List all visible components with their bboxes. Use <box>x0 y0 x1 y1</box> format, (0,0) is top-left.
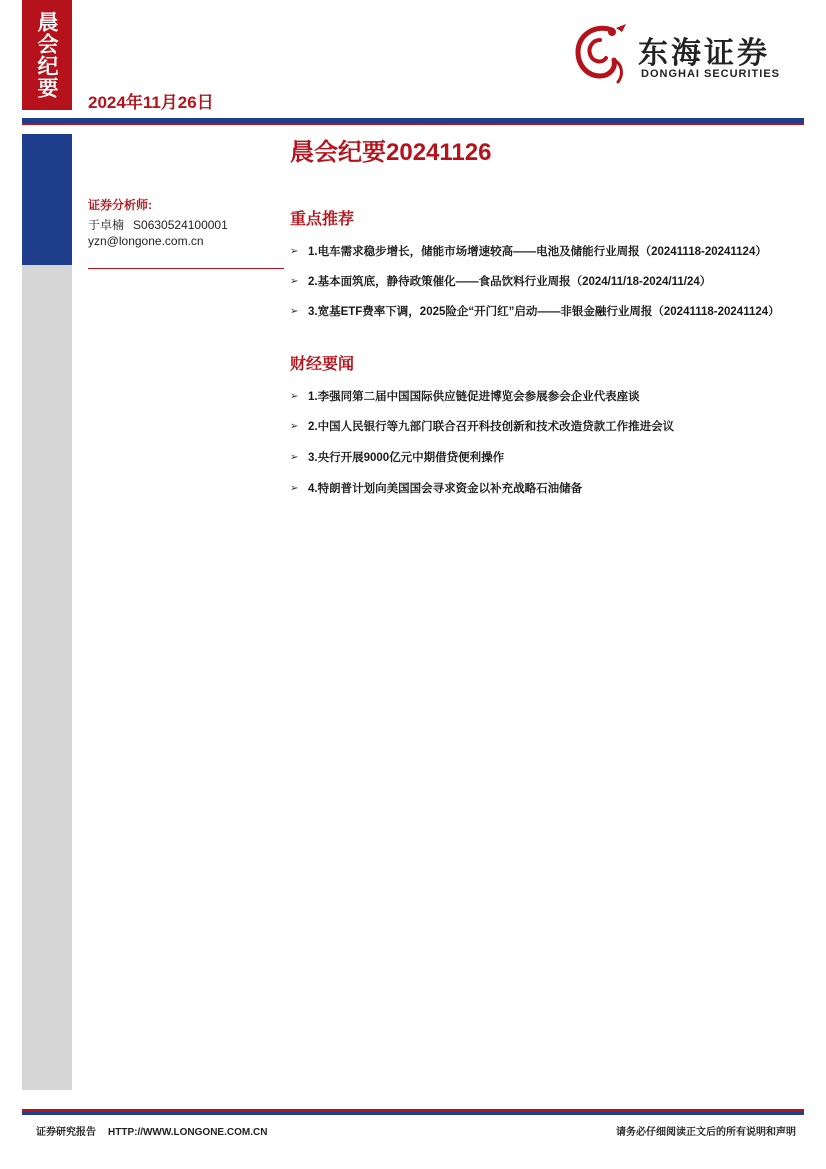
list-item[interactable] <box>290 387 804 407</box>
section-heading-financial-news: 财经要闻 <box>290 356 355 373</box>
footer-rule-blue <box>22 1112 804 1115</box>
logo-english-text: DONGHAI SECURITIES <box>641 68 781 80</box>
side-bar-blue <box>22 134 72 265</box>
list-item-text: 3.宽基ETF费率下调，2025险企“开门红”启动——非银金融行业周报（20241118-20241124） <box>308 306 780 318</box>
company-logo <box>566 22 806 92</box>
header-rule-red <box>22 123 804 125</box>
analyst-email[interactable]: yzn@longone.com.cn <box>88 234 204 248</box>
arrow-bullet-icon: ➢ <box>290 246 299 257</box>
analyst-name: 于卓楠 <box>88 218 125 232</box>
footer-left <box>36 1123 267 1138</box>
list-item-text: 1.李强同第二届中国国际供应链促进博览会参展参会企业代表座谈 <box>308 391 640 403</box>
logo-chinese-text: 东海证券 <box>638 36 770 71</box>
analyst-title: 证券分析师: <box>88 198 152 212</box>
list-item[interactable] <box>290 479 804 499</box>
list-item[interactable] <box>290 302 804 322</box>
report-type-tab-label: 晨会纪要 <box>35 11 59 99</box>
page-title: 晨会纪要20241126 <box>290 139 492 166</box>
list-item[interactable] <box>290 272 804 292</box>
side-bar-grey <box>22 134 72 1090</box>
arrow-bullet-icon: ➢ <box>290 452 299 463</box>
arrow-bullet-icon: ➢ <box>290 276 299 287</box>
arrow-bullet-icon: ➢ <box>290 421 299 432</box>
list-item-text: 4.特朗普计划向美国国会寻求资金以补充战略石油储备 <box>308 483 583 495</box>
report-date: 2024年11月26日 <box>88 93 214 112</box>
arrow-bullet-icon: ➢ <box>290 483 299 494</box>
arrow-bullet-icon: ➢ <box>290 391 299 402</box>
analyst-license: S0630524100001 <box>133 218 228 232</box>
list-item-text: 2.基本面筑底，静待政策催化——食品饮料行业周报（2024/11/18-2024/11/24） <box>308 276 712 288</box>
list-item-text: 3.央行开展9000亿元中期借贷便利操作 <box>308 452 505 464</box>
analyst-info <box>88 216 228 233</box>
report-type-tab <box>22 0 72 110</box>
footer-disclaimer: 请务必仔细阅读正文后的所有说明和声明 <box>616 1127 796 1138</box>
list-item-text: 2.中国人民银行等九部门联合召开科技创新和技术改造贷款工作推进会议 <box>308 421 675 433</box>
analyst-divider <box>88 268 284 269</box>
footer-url-link[interactable]: HTTP://WWW.LONGONE.COM.CN <box>108 1127 268 1138</box>
footer-report-type: 证券研究报告 <box>36 1127 96 1138</box>
arrow-bullet-icon: ➢ <box>290 306 299 317</box>
list-item[interactable] <box>290 242 804 262</box>
list-item[interactable] <box>290 417 804 437</box>
dragon-logo-icon <box>566 22 632 90</box>
section-heading-key-picks: 重点推荐 <box>290 211 355 228</box>
list-item-text: 1.电车需求稳步增长，储能市场增速较高——电池及储能行业周报（20241118-20241124） <box>308 246 767 258</box>
list-item[interactable] <box>290 448 804 468</box>
